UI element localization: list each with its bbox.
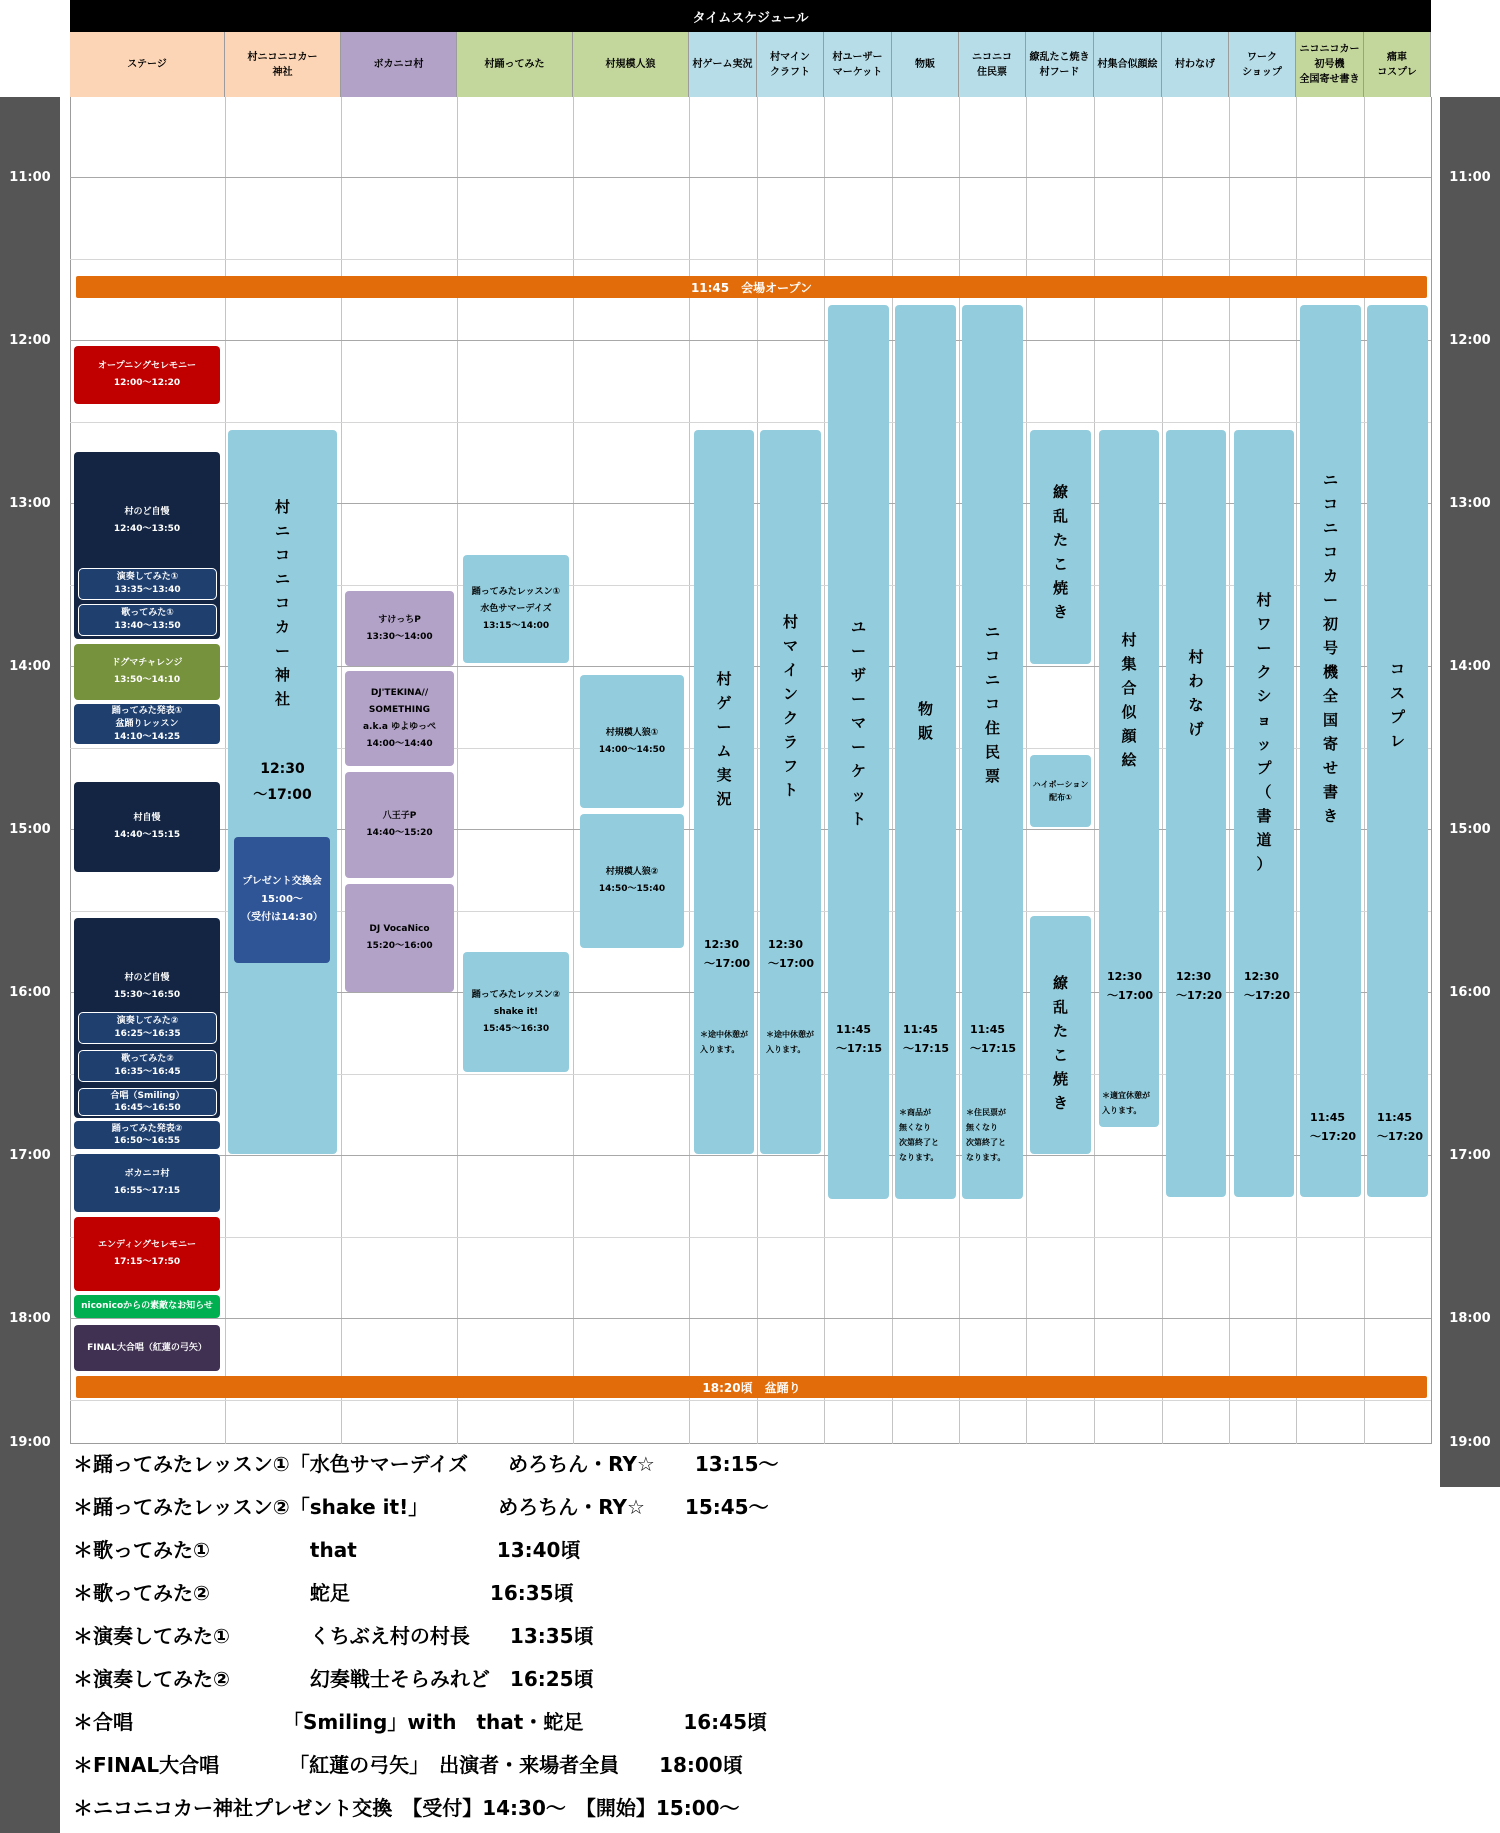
event-name: 八王子P	[382, 811, 417, 821]
event-odotte-happyou-1[interactable]	[74, 704, 220, 744]
event-name: 歌ってみた②	[121, 1054, 174, 1064]
grid-line	[225, 97, 226, 1444]
event-time: 16:25～16:35	[114, 1029, 181, 1039]
cosplay-block[interactable]	[1367, 305, 1428, 1197]
footnote: ＊ニコニコカー神社プレゼント交換 【受付】14:30～ 【開始】15:00～	[73, 1796, 740, 1820]
grid-line	[70, 1318, 1431, 1319]
event-vocanico-stage[interactable]	[74, 1154, 220, 1212]
event-name: 歌ってみた①	[121, 608, 174, 618]
grid-line	[959, 97, 960, 1444]
event-utatte-2[interactable]	[78, 1050, 217, 1082]
time-axis-left	[0, 97, 60, 1833]
cosplay-title: コ ス プ レ	[1389, 660, 1405, 750]
event-name: プレゼント交換会 15:00～ （受付は14:30）	[241, 876, 323, 923]
event-name: niconicoからの素敵なお知らせ	[81, 1301, 213, 1311]
grid-line	[1296, 97, 1297, 1444]
event-odotte-happyou-2[interactable]	[74, 1121, 220, 1149]
takoyaki-title-1: 繚 乱 た こ 焼 き	[1052, 483, 1068, 621]
event-name: 踊ってみた発表① 盆踊りレッスン	[111, 705, 183, 729]
event-hipotion[interactable]	[1030, 755, 1091, 827]
grid-line	[1364, 97, 1365, 1444]
game-time: 12:30 ～17:00	[704, 938, 751, 970]
market-title: ユ ー ザ ー マ ー ケ ッ ト	[850, 618, 866, 828]
event-jinro-2[interactable]	[580, 814, 684, 948]
header-game: 村ゲーム実況	[689, 32, 757, 97]
minecraft-note: ＊途中休憩が 入ります。	[766, 1030, 814, 1054]
grid-line	[1026, 97, 1027, 1444]
event-time: 12:00～12:20	[113, 378, 181, 388]
header-vocanico: ボカニコ村	[341, 32, 457, 97]
minecraft-time: 12:30 ～17:00	[768, 938, 815, 970]
minecraft-block[interactable]	[760, 430, 821, 1154]
event-jinro-1[interactable]	[580, 675, 684, 808]
event-time: 14:40～15:15	[113, 830, 181, 840]
takoyaki-block-2[interactable]	[1030, 916, 1091, 1154]
minecraft-title: 村 マ イ ン ク ラ フ ト	[782, 613, 798, 799]
shrine-block[interactable]	[228, 430, 337, 1154]
time-label: 19:00	[1449, 1435, 1491, 1450]
event-name: ハイポーション 配布①	[1032, 780, 1089, 802]
header-workshop: ワーク ショップ	[1229, 32, 1296, 97]
footnote: ＊演奏してみた② 幻奏戦士そらみれど 16:25頃	[73, 1667, 594, 1691]
goods-note: ＊商品が 無くなり 次第終了と なります。	[899, 1108, 939, 1162]
footnote: ＊FINAL大合唱 「紅蓮の弓矢」 出演者・来場者全員 18:00頃	[73, 1753, 743, 1777]
grid-line	[70, 422, 1431, 423]
event-name: エンディングセレモニー	[97, 1240, 197, 1250]
time-label: 12:00	[9, 333, 51, 348]
event-time: 13:50～14:10	[113, 675, 181, 685]
time-label: 18:00	[1449, 1311, 1491, 1326]
header-market: 村ユーザー マーケット	[824, 32, 892, 97]
wanage-block[interactable]	[1166, 430, 1226, 1197]
grid-line	[573, 97, 574, 1444]
time-label: 14:00	[9, 659, 51, 674]
event-name: すけっちP	[378, 614, 421, 625]
header-goods: 物販	[892, 32, 959, 97]
juminhyo-block[interactable]	[962, 305, 1023, 1199]
event-name: 演奏してみた②	[116, 1016, 179, 1026]
event-time: 15:45～16:30	[482, 1023, 550, 1034]
nigaoe-time: 12:30 ～17:00	[1107, 970, 1154, 1002]
bon-odori-band: 18:20頃 盆踊り	[76, 1376, 1427, 1398]
goods-block[interactable]	[895, 305, 956, 1199]
time-label: 15:00	[9, 822, 51, 837]
header-shrine: 村ニコニコカー 神社	[225, 32, 341, 97]
event-time: 16:50～16:55	[113, 1136, 181, 1146]
wanage-title: 村 わ な げ	[1188, 648, 1204, 738]
time-label: 11:00	[9, 170, 51, 185]
schedule-title: タイムスケジュール	[70, 0, 1431, 32]
event-odotte-lesson-2[interactable]	[463, 952, 569, 1072]
event-name: 踊ってみたレッスン① 水色サマーデイズ	[471, 586, 561, 614]
event-time: 14:50～15:40	[598, 884, 666, 894]
event-name: 村自慢	[133, 813, 161, 823]
event-name: ボカニコ村	[124, 1169, 170, 1179]
market-block[interactable]	[828, 305, 889, 1199]
event-dj-vocanico[interactable]	[345, 884, 454, 992]
grid-line	[892, 97, 893, 1444]
header-jinro: 村規模人狼	[573, 32, 689, 97]
grid-line	[70, 1400, 1431, 1401]
grid-line	[341, 97, 342, 1444]
event-ensou-2[interactable]	[78, 1012, 217, 1044]
event-name: 村規模人狼②	[605, 867, 659, 877]
event-ending[interactable]	[74, 1217, 220, 1291]
grid-line	[824, 97, 825, 1444]
grid-line	[1229, 97, 1230, 1444]
time-label: 15:00	[1449, 822, 1491, 837]
grid-line	[70, 1155, 1431, 1156]
grid-line	[70, 259, 1431, 260]
header-wanage: 村わなげ	[1162, 32, 1229, 97]
cosplay-time: 11:45 ～17:20	[1377, 1111, 1424, 1143]
footnote: ＊合唱 「Smiling」with that・蛇足 16:45頃	[73, 1710, 768, 1734]
time-label: 13:00	[1449, 496, 1491, 511]
event-hachiojip[interactable]	[345, 772, 454, 878]
event-name: 踊ってみたレッスン② shake it!	[471, 989, 561, 1017]
footnote: ＊歌ってみた② 蛇足 16:35頃	[73, 1581, 574, 1605]
event-name: オープニングセレモニー	[98, 361, 196, 371]
event-time: 16:45～16:50	[114, 1103, 181, 1113]
event-name: DJ VocaNico	[369, 924, 430, 934]
takoyaki-block-1[interactable]	[1030, 430, 1091, 664]
time-label: 13:00	[9, 496, 51, 511]
event-ensou-1[interactable]	[78, 568, 217, 600]
event-time: 15:30～16:50	[113, 990, 181, 1000]
event-time: 14:10～14:25	[113, 731, 181, 742]
time-label: 17:00	[1449, 1148, 1491, 1163]
header-cosplay: 痛車 コスプレ	[1364, 32, 1431, 97]
event-final-chorus[interactable]	[74, 1325, 220, 1371]
workshop-time: 12:30 ～17:20	[1244, 970, 1291, 1002]
event-time: 13:30～14:00	[366, 631, 433, 642]
header-juminhyo: ニコニコ 住民票	[959, 32, 1026, 97]
yosegaki-time: 11:45 ～17:20	[1310, 1111, 1357, 1143]
header-yosegaki: ニコニコカー 初号機 全国寄せ書き	[1296, 32, 1364, 97]
time-label: 19:00	[9, 1435, 51, 1450]
header-odotte: 村踊ってみた	[457, 32, 573, 97]
event-present-exchange[interactable]	[234, 837, 330, 963]
event-name: 演奏してみた①	[116, 572, 179, 582]
event-odotte-lesson-1[interactable]	[463, 555, 569, 663]
event-dj-tekina[interactable]	[345, 671, 454, 766]
event-name: 踊ってみた発表②	[111, 1124, 183, 1134]
game-block[interactable]	[694, 430, 754, 1154]
event-dogma-challenge[interactable]	[74, 644, 220, 700]
footnote: ＊踊ってみたレッスン①「水色サマーデイズ めろちん・RY☆ 13:15～	[73, 1452, 779, 1476]
game-note: ＊途中休憩が 入ります。	[700, 1030, 748, 1054]
event-sketchp[interactable]	[345, 591, 454, 666]
juminhyo-note: ＊住民票が 無くなり 次第終了と なります。	[966, 1108, 1006, 1162]
shrine-time: 12:30 ～17:00	[253, 761, 312, 803]
workshop-title: 村 ワ ー ク シ ョ ッ プ （ 書 道 ）	[1256, 591, 1272, 873]
event-time: 14:40～15:20	[366, 828, 433, 838]
header-nigaoe: 村集合似顔絵	[1094, 32, 1162, 97]
yosegaki-title: ニ コ ニ コ カ ー 初 号 機 全 国 寄 せ 書 き	[1322, 471, 1338, 825]
event-name: 村規模人狼①	[605, 727, 659, 738]
time-label: 14:00	[1449, 659, 1491, 674]
market-time: 11:45 ～17:15	[836, 1023, 883, 1055]
grid-line	[689, 97, 690, 1444]
event-time: 16:35～16:45	[114, 1067, 181, 1077]
nigaoe-note: ＊適宜休憩が 入ります。	[1102, 1091, 1150, 1115]
time-label: 16:00	[1449, 985, 1491, 1000]
nigaoe-title: 村 集 合 似 顔 絵	[1121, 631, 1137, 769]
yosegaki-block[interactable]	[1300, 305, 1361, 1197]
event-time: 13:35～13:40	[114, 585, 181, 595]
game-title: 村 ゲ ー ム 実 況	[716, 670, 732, 808]
event-opening[interactable]	[74, 346, 220, 404]
takoyaki-title-2: 繚 乱 た こ 焼 き	[1052, 974, 1068, 1112]
event-time: 16:55～17:15	[113, 1186, 181, 1196]
grid-line	[757, 97, 758, 1444]
workshop-block[interactable]	[1234, 430, 1294, 1197]
shrine-title: 村 ニ コ ニ コ カ ー 神 社	[274, 498, 290, 708]
grid-line	[457, 97, 458, 1444]
time-label: 12:00	[1449, 333, 1491, 348]
venue-open-band: 11:45 会場オープン	[76, 276, 1427, 298]
footnote: ＊踊ってみたレッスン②「shake it!」 めろちん・RY☆ 15:45～	[73, 1495, 769, 1519]
event-murajiman[interactable]	[74, 782, 220, 872]
event-time: 15:20～16:00	[366, 941, 433, 951]
event-name: 合唱（Smiling）	[110, 1091, 185, 1101]
event-time: 13:15～14:00	[482, 620, 550, 631]
time-label: 11:00	[1449, 170, 1491, 185]
juminhyo-title: ニ コ ニ コ 住 民 票	[984, 623, 1000, 785]
nigaoe-block[interactable]	[1099, 430, 1159, 1127]
event-time: 13:40～13:50	[114, 621, 181, 631]
header-stage: ステージ	[70, 32, 225, 97]
event-time: 14:00～14:40	[366, 738, 433, 749]
event-time: 12:40～13:50	[113, 524, 181, 534]
footnote: ＊演奏してみた① くちぶえ村の村長 13:35頃	[73, 1624, 594, 1648]
time-label: 16:00	[9, 985, 51, 1000]
footnote: ＊歌ってみた① that 13:40頃	[73, 1538, 581, 1562]
header-minecraft: 村マイン クラフト	[757, 32, 824, 97]
grid-line	[70, 1237, 1431, 1238]
goods-time: 11:45 ～17:15	[903, 1023, 950, 1055]
event-time: 17:15～17:50	[113, 1257, 181, 1267]
grid-line	[70, 340, 1431, 341]
event-niconico-notice[interactable]	[74, 1295, 220, 1318]
grid-line	[1094, 97, 1095, 1444]
event-name: 村のど自慢	[124, 973, 170, 983]
event-name: DJ'TEKINA// SOMETHING a.k.a ゆよゆっぺ	[362, 687, 436, 732]
grid-line	[70, 177, 1431, 178]
time-label: 17:00	[9, 1148, 51, 1163]
event-utatte-1[interactable]	[78, 604, 217, 636]
event-gassho[interactable]	[78, 1088, 217, 1116]
event-time: 14:00～14:50	[598, 744, 666, 755]
event-name: FINAL大合唱（紅蓮の弓矢）	[87, 1342, 207, 1353]
wanage-time: 12:30 ～17:20	[1176, 970, 1223, 1002]
juminhyo-time: 11:45 ～17:15	[970, 1023, 1017, 1055]
event-name: 村のど自慢	[124, 507, 170, 517]
goods-title: 物 販	[917, 700, 933, 742]
time-label: 18:00	[9, 1311, 51, 1326]
header-takoyaki: 繚乱たこ焼き 村フード	[1026, 32, 1094, 97]
event-name: ドグマチャレンジ	[111, 658, 183, 668]
time-axis-right	[1440, 97, 1500, 1487]
grid-line	[1162, 97, 1163, 1444]
